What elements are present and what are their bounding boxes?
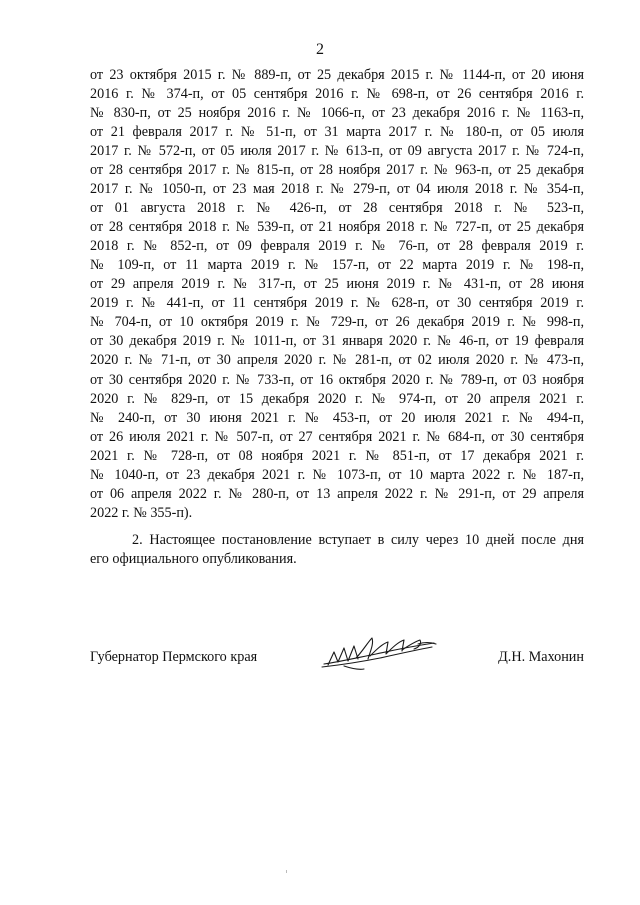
text-line: от 28 сентября 2018 г. № 539-п, от 21 ноября 2018 г. № 727-п, от 25 декабря [90, 219, 584, 236]
text-line: 2017 г. № 572-п, от 05 июля 2017 г. № 613-п, от 09 августа 2017 г. № 724-п, [90, 143, 584, 160]
text-line: от 29 апреля 2019 г. № 317-п, от 25 июня 2019 г. № 431-п, от 28 июня [90, 276, 584, 293]
text-line: от 26 июля 2021 г. № 507-п, от 27 сентября 2021 г. № 684-п, от 30 сентября [90, 428, 584, 445]
page-number: 2 [316, 41, 324, 58]
text-line: от 21 февраля 2017 г. № 51-п, от 31 марта 2017 г. № 180-п, от 05 июля [90, 124, 584, 141]
text-line: от 06 апреля 2022 г. № 280-п, от 13 апреля 2022 г. № 291-п, от 29 апреля [90, 485, 584, 502]
text-line: № 830-п, от 25 ноября 2016 г. № 1066-п, от 23 декабря 2016 г. № 1163-п, [90, 105, 584, 122]
handwritten-signature [318, 632, 438, 676]
text-line: 2020 г. № 829-п, от 15 декабря 2020 г. № 974-п, от 20 апреля 2021 г. [90, 390, 584, 407]
text-line: 2019 г. № 441-п, от 11 сентября 2019 г. № 628-п, от 30 сентября 2019 г. [90, 295, 584, 312]
text-line: № 109-п, от 11 марта 2019 г. № 157-п, от 22 марта 2019 г. № 198-п, [90, 257, 584, 274]
paragraph-line: его официального опубликования. [90, 551, 297, 568]
text-line: от 30 декабря 2019 г. № 1011-п, от 31 января 2020 г. № 46-п, от 19 февраля [90, 333, 584, 350]
text-line: 2017 г. № 1050-п, от 23 мая 2018 г. № 279-п, от 04 июля 2018 г. № 354-п, [90, 181, 584, 198]
text-line: № 240-п, от 30 июня 2021 г. № 453-п, от 20 июля 2021 г. № 494-п, [90, 409, 584, 426]
resolution-list-text [90, 66, 584, 523]
signature-block [90, 646, 584, 686]
text-line: 2016 г. № 374-п, от 05 сентября 2016 г. № 698-п, от 26 сентября 2016 г. [90, 86, 584, 103]
paragraph-line: 2. Настоящее постановление вступает в силу через 10 дней после дня [132, 532, 584, 548]
text-line: 2021 г. № 728-п, от 08 ноября 2021 г. № 851-п, от 17 декабря 2021 г. [90, 447, 584, 464]
text-line: от 23 октября 2015 г. № 889-п, от 25 декабря 2015 г. № 1144-п, от 20 июня [90, 67, 584, 83]
text-line: от 30 сентября 2020 г. № 733-п, от 16 октября 2020 г. № 789-п, от 03 ноября [90, 371, 584, 388]
text-line: от 01 августа 2018 г. № 426-п, от 28 сентября 2018 г. № 523-п, [90, 200, 584, 217]
signatory-name: Д.Н. Махонин [498, 649, 584, 665]
text-line: 2018 г. № 852-п, от 09 февраля 2019 г. № 76-п, от 28 февраля 2019 г. [90, 238, 584, 255]
text-line: от 28 сентября 2017 г. № 815-п, от 28 ноября 2017 г. № 963-п, от 25 декабря [90, 162, 584, 179]
scan-speck [286, 870, 287, 873]
text-line: № 704-п, от 10 октября 2019 г. № 729-п, от 26 декабря 2019 г. № 998-п, [90, 314, 584, 331]
text-line: № 1040-п, от 23 декабря 2021 г. № 1073-п, от 10 марта 2022 г. № 187-п, [90, 466, 584, 483]
text-line: 2020 г. № 71-п, от 30 апреля 2020 г. № 281-п, от 02 июля 2020 г. № 473-п, [90, 352, 584, 369]
signatory-position: Губернатор Пермского края [90, 649, 258, 665]
text-line: 2022 г. № 355-п). [90, 504, 193, 521]
effective-date-paragraph [90, 531, 584, 569]
